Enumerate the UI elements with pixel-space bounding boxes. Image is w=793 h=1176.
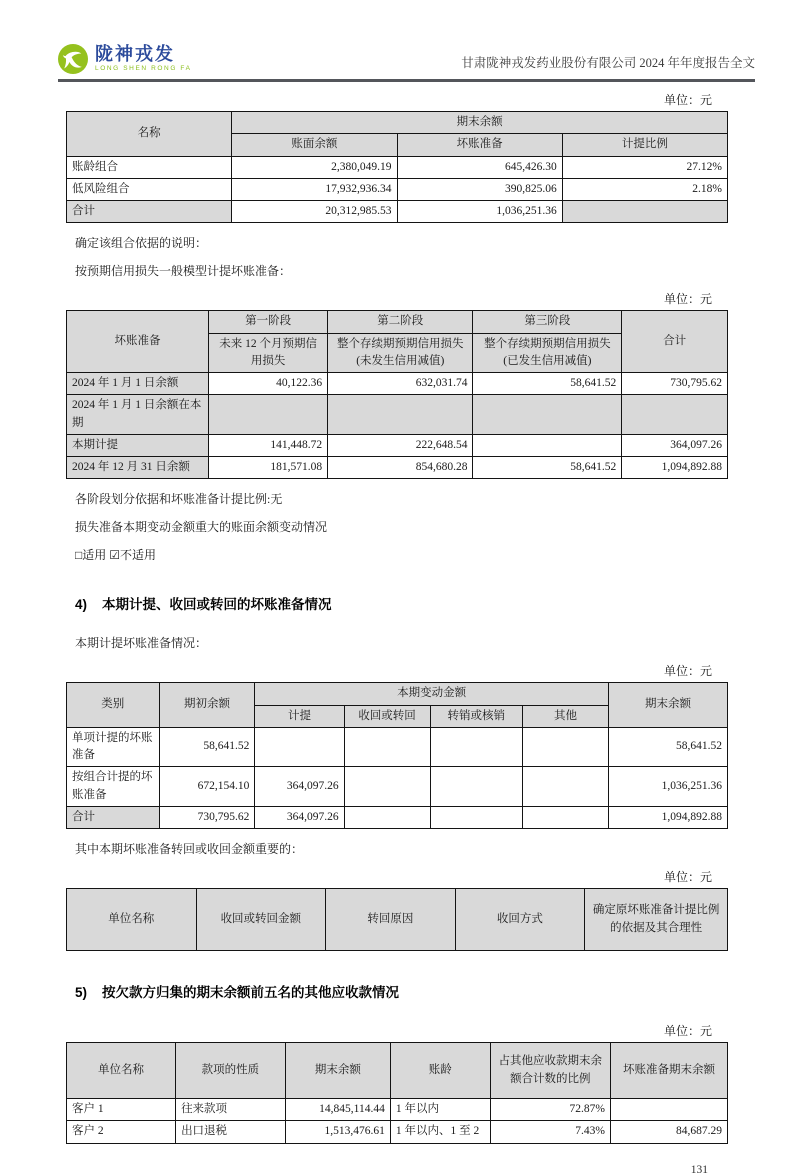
- stage2-value: 632,031.74: [328, 373, 473, 395]
- closing-value: 1,094,892.88: [608, 806, 727, 828]
- col-header-aging: 账龄: [390, 1043, 490, 1099]
- col-header-ratio: 占其他应收款期末余额合计数的比例: [490, 1043, 610, 1099]
- written-off-value: [430, 806, 523, 828]
- stage2-value: 222,648.54: [328, 434, 473, 456]
- other-value: [523, 767, 609, 807]
- closing-value: 1,036,251.36: [608, 767, 727, 807]
- bad-debt-value: 390,825.06: [397, 178, 562, 200]
- written-off-value: [430, 727, 523, 767]
- table-header-row: [67, 889, 728, 951]
- book-balance-value: 2,380,049.19: [232, 156, 397, 178]
- group-header-closing-balance: 期末余额: [232, 112, 728, 134]
- balance-value: 14,845,114.44: [285, 1099, 390, 1121]
- written-off-value: [430, 767, 523, 807]
- table-row: [67, 178, 728, 200]
- recovery-table: [66, 888, 728, 951]
- logo-wordmark: [95, 45, 192, 73]
- col-header-provision: 计提: [255, 705, 344, 727]
- col-header-book-balance: 账面余额: [232, 134, 397, 156]
- closing-value: 58,641.52: [608, 727, 727, 767]
- document-title: 甘肃陇神戎发药业股份有限公司 2024 年年度报告全文: [461, 56, 755, 70]
- bad-debt-value: 84,687.29: [610, 1121, 727, 1143]
- row-label: 2024 年 1 月 1 日余额在本期: [67, 395, 209, 435]
- row-name: 账龄组合: [67, 156, 232, 178]
- col-header-bad-debt: 坏账准备: [397, 134, 562, 156]
- aging-value: 1 年以内: [390, 1099, 490, 1121]
- col-header-entity-name: 单位名称: [67, 889, 197, 951]
- table-header-row: [67, 311, 728, 333]
- opening-value: 58,641.52: [159, 727, 255, 767]
- row-label: 本期计提: [67, 434, 209, 456]
- stage2-value: [328, 395, 473, 435]
- note-significant-change: 损失准备本期变动金额重大的账面余额变动情况: [75, 520, 328, 535]
- stage1-value: [209, 395, 328, 435]
- aging-value: 1 年以内、1 至 2: [390, 1121, 490, 1143]
- col-header-closing: 期末余额: [608, 683, 727, 728]
- recovered-value: [344, 767, 430, 807]
- other-value: [523, 806, 609, 828]
- table-total-row: [67, 806, 728, 828]
- group-header-change: 本期变动金额: [255, 683, 609, 705]
- logo-en-text: LONG SHEN RONG FA: [95, 65, 192, 73]
- ratio-value: 27.12%: [562, 156, 727, 178]
- row-name: 低风险组合: [67, 178, 232, 200]
- balance-value: 1,513,476.61: [285, 1121, 390, 1143]
- ratio-value: [562, 201, 727, 223]
- table-row: [67, 767, 728, 807]
- total-value: 1,094,892.88: [622, 457, 728, 479]
- table-row: [67, 1099, 728, 1121]
- table-row: [67, 395, 728, 435]
- provision-movement-table: [66, 682, 728, 829]
- subheader-stage1: 未来 12 个月预期信用损失: [209, 333, 328, 373]
- total-value: [622, 395, 728, 435]
- stage3-value: 58,641.52: [473, 373, 622, 395]
- stage3-value: [473, 434, 622, 456]
- bad-debt-value: 645,426.30: [397, 156, 562, 178]
- note-ecl-model: 按预期信用损失一般模型计提坏账准备：: [75, 264, 292, 279]
- subheader-stage3: 整个存续期预期信用损失(已发生信用减值): [473, 333, 622, 373]
- page-header: [58, 44, 755, 82]
- col-header-name: 名称: [67, 112, 232, 157]
- stage1-value: 181,571.08: [209, 457, 328, 479]
- unit-label-3: 单位：元: [663, 664, 712, 679]
- table-total-row: [67, 201, 728, 223]
- col-header-original-basis: 确定原坏账准备计提比例的依据及其合理性: [585, 889, 728, 951]
- section-4-heading: [75, 593, 728, 613]
- unit-label-4: 单位：元: [663, 870, 712, 884]
- bad-debt-value: 1,036,251.36: [397, 201, 562, 223]
- subheader-stage2: 整个存续期预期信用损失(未发生信用减值): [328, 333, 473, 373]
- recovered-value: [344, 806, 430, 828]
- section-5-heading: [75, 981, 728, 1001]
- note-provision-status: 本期计提坏账准备情况：: [75, 636, 208, 651]
- col-header-recovered-amount: 收回或转回金额: [196, 889, 326, 951]
- col-header-other: 其他: [523, 705, 609, 727]
- col-header-recovered: 收回或转回: [344, 705, 430, 727]
- ratio-value: 2.18%: [562, 178, 727, 200]
- provision-value: 364,097.26: [255, 767, 344, 807]
- row-name: 合计: [67, 201, 232, 223]
- book-balance-value: 17,932,936.34: [232, 178, 397, 200]
- col-header-bad-debt-closing: 坏账准备期末余额: [610, 1043, 727, 1099]
- col-header-opening: 期初余额: [159, 683, 255, 728]
- provision-value: 364,097.26: [255, 806, 344, 828]
- stage1-value: 40,122.36: [209, 373, 328, 395]
- applicability-checkboxes: □适用 ☑不适用: [75, 548, 157, 563]
- col-header-nature: 款项的性质: [176, 1043, 286, 1099]
- table-row: [67, 1121, 728, 1143]
- portfolio-provision-table: [66, 111, 728, 223]
- table-header-row: [67, 1043, 728, 1099]
- provision-value: [255, 727, 344, 767]
- col-header-recovery-method: 收回方式: [455, 889, 585, 951]
- unit-label-5: 单位：元: [663, 1024, 712, 1038]
- ratio-value: 72.87%: [490, 1099, 610, 1121]
- recovered-value: [344, 727, 430, 767]
- col-header-ratio: 计提比例: [562, 134, 727, 156]
- table-row: [67, 727, 728, 767]
- section-5-number: 5): [75, 985, 88, 1000]
- section-4-title: 本期计提、收回或转回的坏账准备情况: [102, 597, 332, 613]
- total-value: 730,795.62: [622, 373, 728, 395]
- category-label: 按组合计提的坏账准备: [67, 767, 160, 807]
- table-row: [67, 156, 728, 178]
- note-combination-basis: 确定该组合依据的说明：: [75, 236, 208, 251]
- table-row: [67, 457, 728, 479]
- table-header-row: [67, 683, 728, 705]
- note-recovery: 其中本期坏账准备转回或收回金额重要的：: [75, 842, 304, 856]
- row-label: 2024 年 12 月 31 日余额: [67, 457, 209, 479]
- other-value: [523, 727, 609, 767]
- col-header-closing-balance: 期末余额: [285, 1043, 390, 1099]
- nature-value: 出口退税: [176, 1121, 286, 1143]
- col-header-entity-name: 单位名称: [67, 1043, 176, 1099]
- col-header-stage2: 第二阶段: [328, 311, 473, 333]
- table-header-row: [67, 112, 728, 134]
- total-value: 364,097.26: [622, 434, 728, 456]
- table-row: [67, 373, 728, 395]
- col-header-stage3: 第三阶段: [473, 311, 622, 333]
- logo-cn-text: 陇神戎发: [95, 44, 175, 65]
- note-stage-basis: 各阶段划分依据和坏账准备计提比例:无: [75, 492, 283, 507]
- stage1-value: 141,448.72: [209, 434, 328, 456]
- top5-receivables-table: [66, 1042, 728, 1144]
- stage2-value: 854,680.28: [328, 457, 473, 479]
- unit-label-1: 单位：元: [663, 93, 712, 107]
- col-header-category: 类别: [67, 683, 160, 728]
- book-balance-value: 20,312,985.53: [232, 201, 397, 223]
- category-label: 单项计提的坏账准备: [67, 727, 160, 767]
- page-number: 131: [690, 1163, 708, 1176]
- col-header-total: 合计: [622, 311, 728, 373]
- table-row: [67, 434, 728, 456]
- category-label: 合计: [67, 806, 160, 828]
- col-header-written-off: 转销或核销: [430, 705, 523, 727]
- opening-value: 730,795.62: [159, 806, 255, 828]
- stage3-value: 58,641.52: [473, 457, 622, 479]
- customer-name: 客户 2: [67, 1121, 176, 1143]
- section-5-title: 按欠款方归集的期末余额前五名的其他应收款情况: [102, 985, 400, 1000]
- unit-label-2: 单位：元: [663, 292, 712, 307]
- ratio-value: 7.43%: [490, 1121, 610, 1143]
- nature-value: 往来款项: [176, 1099, 286, 1121]
- row-label: 2024 年 1 月 1 日余额: [67, 373, 209, 395]
- page-content: [66, 91, 728, 1176]
- stage3-value: [473, 395, 622, 435]
- logo-icon: [58, 44, 88, 74]
- col-header-reversal-reason: 转回原因: [326, 889, 456, 951]
- company-logo: [58, 44, 192, 74]
- col-header-stage1: 第一阶段: [209, 311, 328, 333]
- ecl-stage-table: [66, 310, 728, 479]
- customer-name: 客户 1: [67, 1099, 176, 1121]
- section-4-number: 4): [75, 597, 88, 613]
- bad-debt-value: [610, 1099, 727, 1121]
- corner-header-bad-debt: 坏账准备: [67, 311, 209, 373]
- opening-value: 672,154.10: [159, 767, 255, 807]
